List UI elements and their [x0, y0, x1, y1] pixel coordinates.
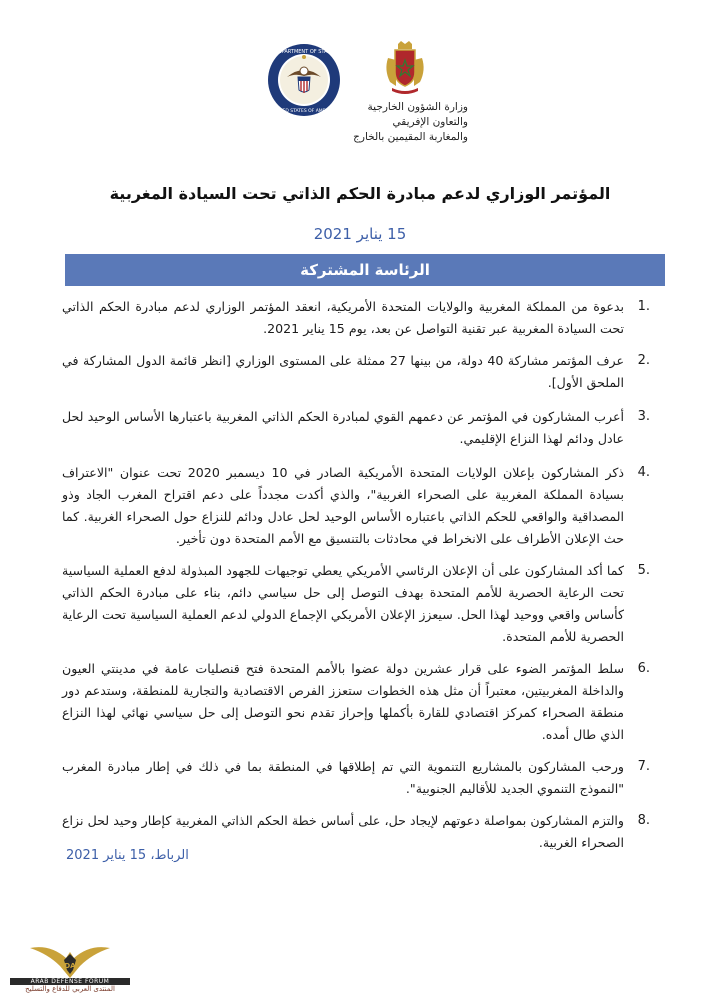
ministry-line: والتعاون الإفريقي	[392, 116, 468, 128]
item-number: .5	[637, 563, 650, 578]
document-date: 15 يناير 2021	[313, 225, 407, 243]
item-number: .8	[637, 813, 650, 828]
item-number: .4	[637, 465, 650, 480]
item-number: .7	[637, 759, 650, 774]
item-number: .1	[637, 299, 650, 314]
us-department-of-state-seal-icon	[267, 43, 341, 117]
svg-text:DEPARTMENT OF STATE: DEPARTMENT OF STATE	[274, 49, 334, 55]
item-number: .3	[637, 409, 650, 424]
ministry-name-block	[353, 100, 468, 145]
ministry-line: والمغاربة المقيمين بالخارج	[353, 131, 468, 143]
svg-text:UNITED STATES OF AMERICA: UNITED STATES OF AMERICA	[271, 109, 337, 114]
list-item	[62, 350, 650, 394]
list-item	[62, 462, 650, 550]
watermark-line-1: ARAB DEFENSE FORUM	[10, 978, 130, 985]
arab-defense-forum-watermark	[10, 940, 130, 1006]
item-text: ذكر المشاركون بإعلان الولايات المتحدة الأمريكية الصادر في 10 ديسمبر 2020 تحت عنوان "الاعتراف بسيادة المملكة المغربية على الصحراء الغربية"، والذي أكدت مجدداً على دعم اقتراح المغرب الجاد وذو المصداقية والواقعي للحكم الذاتي باعتباره الأساس الوحيد لحل عادل ودائم للنزاع حول الصحراء الغربية. كما حث الإعلان الأطراف على الانخراط في محادثات بالتنسيق مع الأمم المتحدة دون تأخير.	[62, 465, 624, 546]
morocco-coat-of-arms-icon	[382, 40, 428, 96]
item-text: عرف المؤتمر مشاركة 40 دولة، من بينها 27 ممثلة على المستوى الوزاري [انظر قائمة الدول المشاركة في الملحق الأول].	[62, 353, 624, 390]
section-banner	[65, 254, 665, 286]
item-text: ورحب المشاركون بالمشاريع التنموية التي تم إطلاقها في المنطقة بما في ذلك في إطار مبادرة المغرب "النموذج التنموي الجديد للأقاليم الجنوبية".	[62, 759, 624, 796]
list-item	[62, 406, 650, 450]
svg-text:DA: DA	[64, 962, 76, 970]
ministry-line: وزارة الشؤون الخارجية	[367, 101, 468, 113]
list-item	[62, 658, 650, 746]
item-text: أعرب المشاركون في المؤتمر عن دعمهم القوي لمبادرة الحكم الذاتي المغربية باعتبارها الأساس الوحيد لحل عادل ودائم لهذا النزاع الإقليمي.	[62, 409, 624, 446]
document-title: المؤتمر الوزاري لدعم مبادرة الحكم الذاتي تحت السيادة المغربية	[109, 184, 611, 203]
item-number: .6	[637, 661, 650, 676]
place-and-date: الرباط، 15 يناير 2021	[66, 848, 189, 863]
arab-defense-forum-logo-icon	[30, 940, 110, 980]
item-text: والتزم المشاركون بمواصلة دعوتهم لإيجاد حل، على أساس خطة الحكم الذاتي المغربية كإطار وحيد لحل نزاع الصحراء الغربية.	[62, 813, 624, 850]
list-item	[62, 756, 650, 800]
list-item	[62, 560, 650, 648]
item-text: سلط المؤتمر الضوء على قرار عشرين دولة عضوا بالأمم المتحدة فتح قنصليات عامة في مدينتي العيون والداخلة المغربيتين، معتبراً أن مثل هذه الخطوات ستعزز الفرص الاقتصادية والتجارية للمنطقة، وستدعم دور منطقة الصحراء كمركز اقتصادي للقارة بأكملها وإحراز تقدم نحو التوصل إلى حل سياسي نهائي لهذا النزاع الذي طال أمده.	[62, 661, 624, 742]
banner-label: الرئاسة المشتركة	[300, 261, 430, 279]
list-item	[62, 296, 650, 340]
item-text: بدعوة من المملكة المغربية والولايات المتحدة الأمريكية، انعقد المؤتمر الوزاري لدعم مبادرة الحكم الذاتي تحت السيادة المغربية عبر تقنية التواصل عن بعد، يوم 15 يناير 2021.	[62, 299, 624, 336]
statement-list	[62, 296, 650, 854]
item-text: كما أكد المشاركون على أن الإعلان الرئاسي الأمريكي يعطي توجيهات للجهود المبذولة لدفع العملية السياسية تحت الرعاية الحصرية للأمم المتحدة بهدف التوصل إلى حل سياسي دائم، بناء على مبادرة الحكم الذاتي كأساس واقعي ووحيد لهذا الحل. سيعزز الإعلان الأمريكي الإجماع الدولي لدعم العملية السياسية تحت الرعاية الحصرية للأمم المتحدة.	[62, 563, 624, 644]
item-number: .2	[637, 353, 650, 368]
watermark-line-2: المنتدى العربي للدفاع والتسليح	[25, 985, 115, 993]
